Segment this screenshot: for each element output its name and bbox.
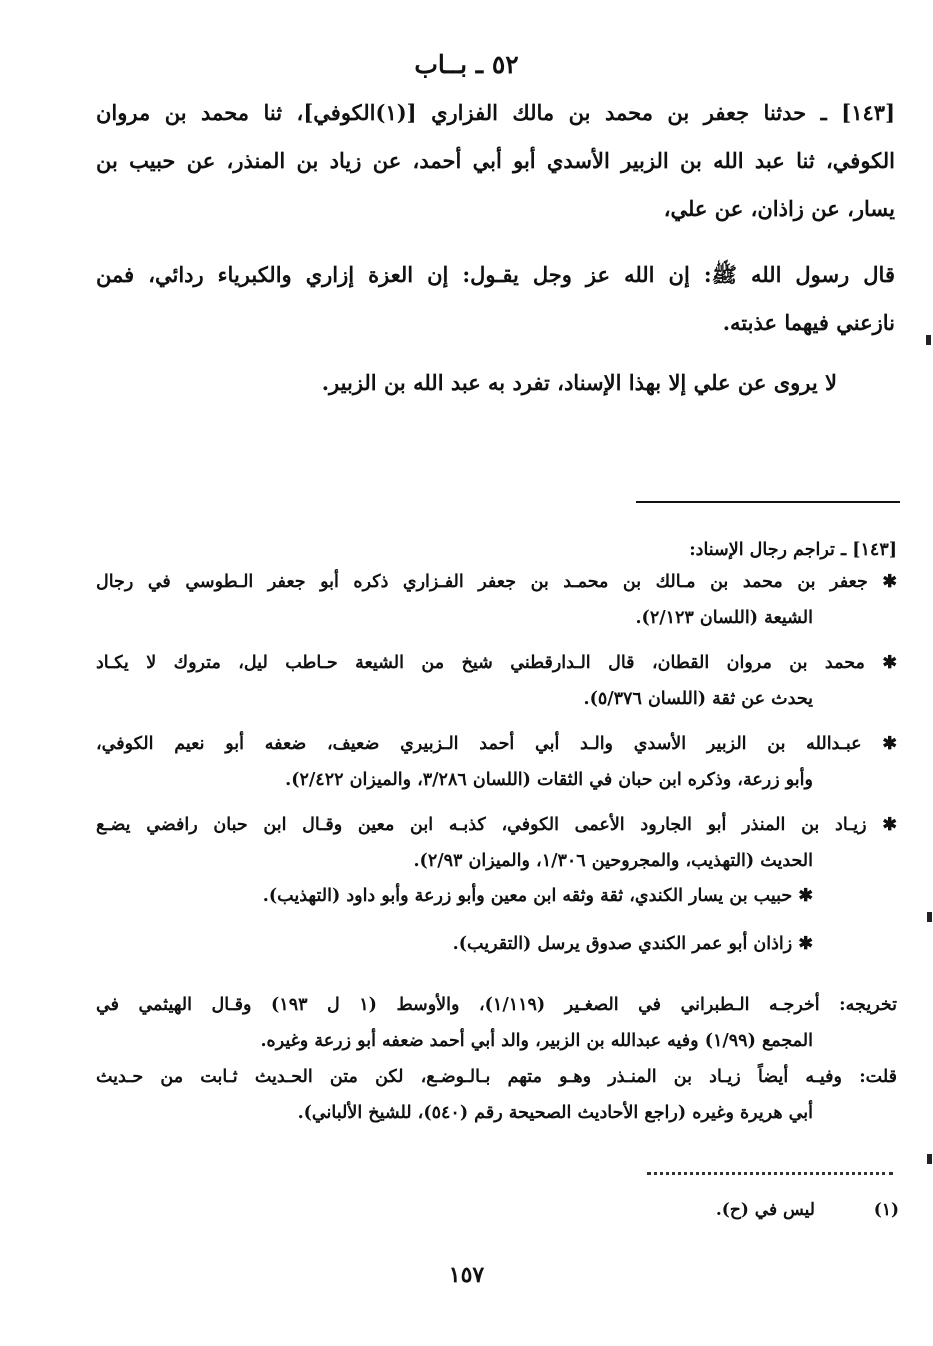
scan-edge-mark [927, 912, 932, 922]
hadith-line-5: نازعني فيهما عذبته. [722, 310, 895, 335]
takhrij-line-4: أبي هريرة وغيره (راجع الأحاديث الصحيحة رقم (٥٤٠)، للشيخ الألباني). [297, 1103, 813, 1123]
footnote-separator [636, 501, 900, 503]
hadith-line-3: يسار، عن زاذان، عن علي، [663, 196, 895, 221]
narrator-note-3-line-1: ✱ عبـدالله بن الزبير الأسدي والـد أبي أحمد الـزبيري ضعيف، ضعفه أبو نعيم الكوفي، [96, 734, 897, 754]
narrator-note-2-line-1: ✱ محمد بن مروان القطان، قال الـدارقطني شيخ من الشيعة حـاطب ليل، متروك لا يكـاد [96, 653, 897, 673]
footnote-text: ليس في (ح). [715, 1200, 815, 1220]
hadith-line-1: [١٤٣] ـ حدثنا جعفر بن محمد بن مالك الفزاري [(١)الكوفي]، ثنا محمد بن مروان [96, 100, 895, 125]
narrator-note-1-line-2: الشيعة (اللسان ٢/١٢٣). [635, 608, 813, 628]
narrator-note-5: ✱ حبيب بن يسار الكندي، ثقة وثقه ابن معين وأبو زرعة وأبو داود (التهذيب). [262, 886, 813, 906]
narrator-note-1-line-1: ✱ جعفر بن محمد بن مـالك بن محمـد بن جعفر الفـزاري ذكره أبو جعفر الـطوسي في رجال [96, 572, 897, 592]
scan-edge-mark [927, 1154, 932, 1164]
narrator-note-4-line-2: الحديث (التهذيب، والمجروحين ١/٣٠٦، والميزان ٢/٩٣). [413, 851, 813, 871]
narrator-note-2-line-2: يحدث عن ثقة (اللسان ٥/٣٧٦). [583, 689, 813, 709]
takhrij-line-1: تخريجه: أخرجـه الـطبراني في الصغـير (١/١١٩)، والأوسط (١ ل ١٩٣) وقـال الهيثمي في [96, 995, 898, 1015]
hadith-line-4: قال رسول الله ﷺ: إن الله عز وجل يقـول: إن العزة إزاري والكبرياء ردائي، فمن [96, 262, 895, 287]
narrator-note-6: ✱ زاذان أبو عمر الكندي صدوق يرسل (التقريب). [452, 934, 813, 954]
chapter-title: ٥٢ ـ بــاب [414, 50, 519, 79]
takhrij-line-3: قلت: وفيـه أيضاً زيـاد بن المنـذر وهـو متهم بـالـوضـع، لكن متن الحـديث ثـابت من حـديث [96, 1067, 897, 1087]
narrator-note-3-line-2: وأبو زرعة، وذكره ابن حبان في الثقات (اللسان ٣/٢٨٦، والميزان ٢/٤٢٢). [285, 770, 813, 790]
footnote-dotted-separator [647, 1172, 893, 1175]
hadith-remark: لا يروى عن علي إلا بهذا الإسناد، تفرد به عبد الله بن الزبير. [321, 370, 837, 395]
footnote-number: (١) [873, 1200, 899, 1220]
scan-edge-mark [926, 335, 931, 345]
narrator-note-4-line-1: ✱ زيـاد بن المنذر أبو الجارود الأعمى الكوفي، كذبـه ابن معين وقـال ابن حبان رافضي يضـع [96, 815, 897, 835]
takhrij-line-2: المجمع (١/٩٩) وفيه عبدالله بن الزبير، والد أبي أحمد ضعفه أبو زرعة وغيره. [260, 1031, 813, 1051]
notes-heading: [١٤٣] ـ تراجم رجال الإسناد: [689, 540, 897, 560]
hadith-line-2: الكوفي، ثنا عبد الله بن الزبير الأسدي أبو أبي أحمد، عن زياد بن المنذر، عن حبيب بن [96, 148, 895, 173]
page-number: ١٥٧ [448, 1262, 485, 1288]
